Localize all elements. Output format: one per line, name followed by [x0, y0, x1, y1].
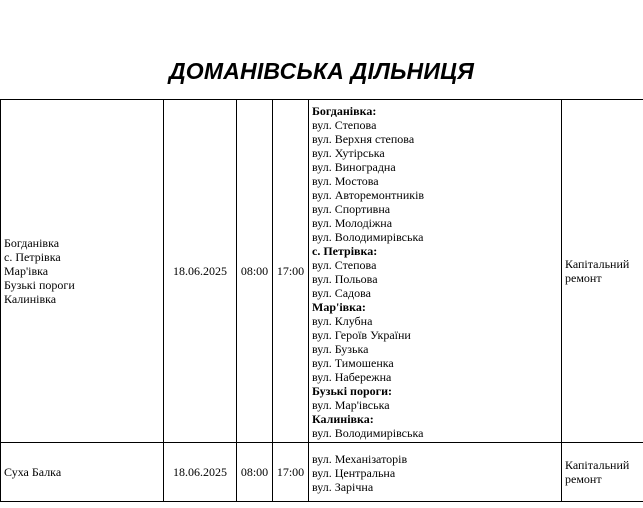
- street-name: вул. Мостова: [312, 174, 379, 188]
- street-name: вул. Володимирівська: [312, 426, 424, 440]
- work-type-cell: [562, 100, 643, 443]
- street-name: вул. Садова: [312, 286, 371, 300]
- streets-cell: [309, 100, 562, 443]
- street-name: вул. Молодіжна: [312, 216, 393, 230]
- start-time-cell: 08:00: [237, 443, 273, 502]
- street-name: вул. Хутірська: [312, 146, 385, 160]
- locality-name: с. Петрівка: [4, 250, 61, 264]
- page-title: ДОМАНІВСЬКА ДІЛЬНИЦЯ: [168, 58, 475, 84]
- work-type-text: ремонт: [565, 472, 602, 486]
- street-name: вул. Верхня степова: [312, 132, 415, 146]
- work-type-text: Капітальний: [565, 458, 630, 472]
- work-type-text: Капітальний: [565, 257, 630, 271]
- locality-heading: с. Петрівка:: [312, 244, 378, 258]
- street-name: вул. Центральна: [312, 466, 396, 480]
- street-name: вул. Бузька: [312, 342, 369, 356]
- locality-heading: Мар'івка:: [312, 300, 366, 314]
- table-row: [1, 443, 643, 502]
- date-cell: 18.06.2025: [164, 100, 237, 443]
- street-name: вул. Мар'івська: [312, 398, 390, 412]
- localities-cell: [1, 100, 164, 443]
- work-type-text: ремонт: [565, 271, 602, 285]
- date-cell: 18.06.2025: [164, 443, 237, 502]
- street-name: вул. Авторемонтників: [312, 188, 425, 202]
- streets-cell: [309, 443, 562, 502]
- localities-cell: [1, 443, 164, 502]
- locality-name: Мар'івка: [4, 264, 49, 278]
- street-name: вул. Виноградна: [312, 160, 396, 174]
- street-name: вул. Степова: [312, 258, 377, 272]
- street-name: вул. Польова: [312, 272, 378, 286]
- locality-heading: Калинівка:: [312, 412, 374, 426]
- locality-name: Калинівка: [4, 292, 57, 306]
- street-name: вул. Зарічна: [312, 480, 374, 494]
- street-name: вул. Механізаторів: [312, 452, 408, 466]
- street-name: вул. Героїв України: [312, 328, 411, 342]
- locality-heading: Богданівка:: [312, 104, 377, 118]
- end-time-cell: 17:00: [273, 443, 309, 502]
- outage-schedule-table: [0, 99, 643, 502]
- start-time-cell: 08:00: [237, 100, 273, 443]
- locality-name: Богданівка: [4, 236, 60, 250]
- street-name: вул. Степова: [312, 118, 377, 132]
- locality-name: Бузькі пороги: [4, 278, 75, 292]
- street-name: вул. Спортивна: [312, 202, 391, 216]
- street-name: вул. Набережна: [312, 370, 392, 384]
- work-type-cell: [562, 443, 643, 502]
- locality-heading: Бузькі пороги:: [312, 384, 392, 398]
- locality-name: Суха Балка: [4, 465, 62, 479]
- street-name: вул. Клубна: [312, 314, 373, 328]
- end-time-cell: 17:00: [273, 100, 309, 443]
- street-name: вул. Тимошенка: [312, 356, 394, 370]
- street-name: вул. Володимирівська: [312, 230, 424, 244]
- table-row: [1, 100, 643, 443]
